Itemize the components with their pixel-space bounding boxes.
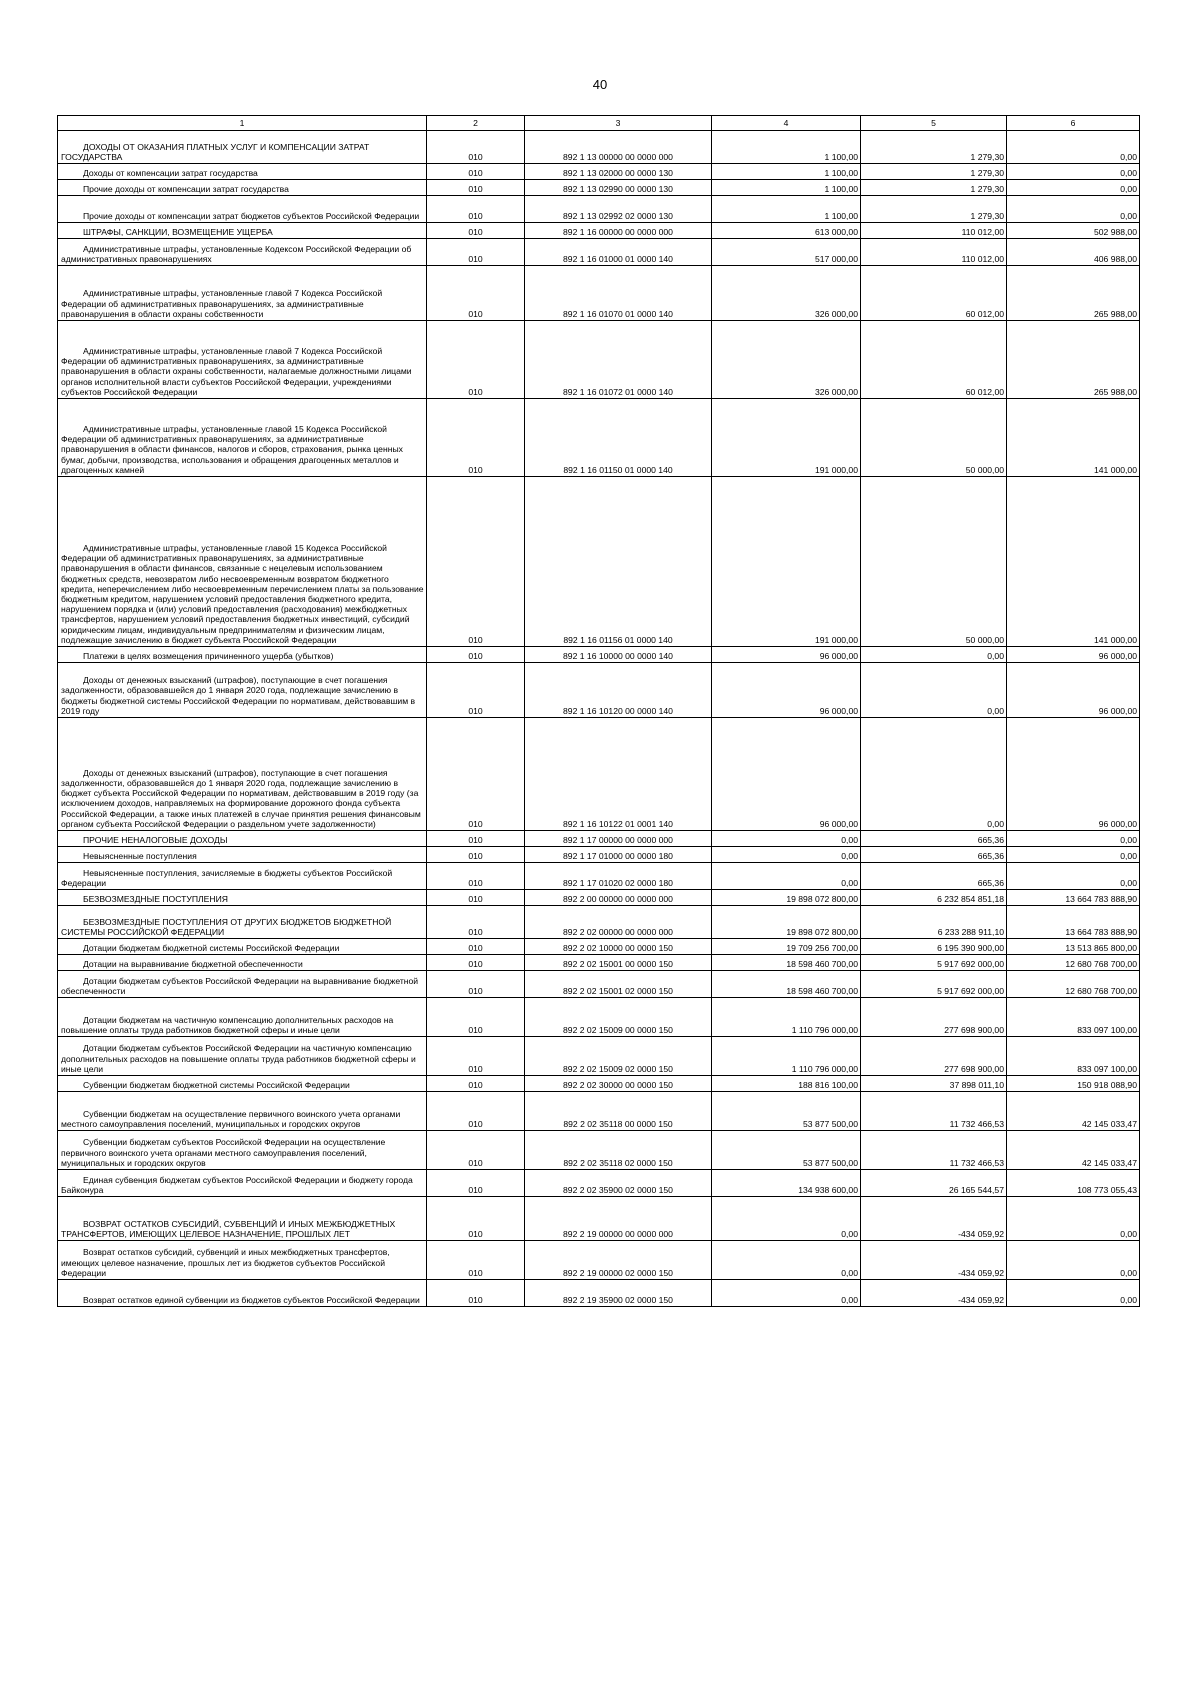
row-name-cell <box>58 477 427 647</box>
table-row <box>58 998 1140 1037</box>
row-name-text: Дотации бюджетам субъектов Российской Федерации на частичную компенсацию дополнительных расходов на повышение оплаты труда работников бюджетной сферы и иные цели <box>61 1043 416 1074</box>
table-header-row <box>58 116 1140 131</box>
row-value-col4-cell: 1 100,00 <box>712 131 861 164</box>
row-kbk-cell: 892 1 17 01020 02 0000 180 <box>525 863 712 890</box>
table-row <box>58 1170 1140 1197</box>
row-value-col4-cell: 18 598 460 700,00 <box>712 955 861 971</box>
row-kbk-cell: 892 1 17 01000 00 0000 180 <box>525 847 712 863</box>
row-value-col4-cell: 1 100,00 <box>712 196 861 223</box>
row-value-col5-cell: -434 059,92 <box>861 1280 1007 1307</box>
table-row <box>58 1037 1140 1076</box>
row-value-col4-cell: 326 000,00 <box>712 266 861 321</box>
row-value-col4-cell: 18 598 460 700,00 <box>712 971 861 998</box>
row-name-cell <box>58 1092 427 1131</box>
column-header: 3 <box>525 116 712 131</box>
row-value-col6-cell: 0,00 <box>1007 1197 1140 1241</box>
row-name-text: Административные штрафы, установленные главой 7 Кодекса Российской Федерации об административных правонарушениях, за административные правонарушения в области охраны собственности, налагаемые должностными лицами органов исполнительной власти субъектов Российской Федерации, учреждениями субъектов Российской Федерации <box>61 345 412 397</box>
row-kbk-cell: 892 2 19 35900 02 0000 150 <box>525 1280 712 1307</box>
row-code-cell: 010 <box>427 831 525 847</box>
row-kbk-cell: 892 2 02 15009 02 0000 150 <box>525 1037 712 1076</box>
row-value-col6-cell: 0,00 <box>1007 180 1140 196</box>
table-row <box>58 906 1140 939</box>
row-kbk-cell: 892 2 02 15009 00 0000 150 <box>525 998 712 1037</box>
row-code-cell: 010 <box>427 1280 525 1307</box>
row-kbk-cell: 892 2 02 00000 00 0000 000 <box>525 906 712 939</box>
row-kbk-cell: 892 2 02 10000 00 0000 150 <box>525 939 712 955</box>
row-name-text: БЕЗВОЗМЕЗДНЫЕ ПОСТУПЛЕНИЯ ОТ ДРУГИХ БЮДЖЕТОВ БЮДЖЕТНОЙ СИСТЕМЫ РОССИЙСКОЙ ФЕДЕРАЦИИ <box>61 916 392 937</box>
row-kbk-cell: 892 1 16 01150 01 0000 140 <box>525 399 712 477</box>
row-name-text: Доходы от денежных взысканий (штрафов), поступающие в счет погашения задолженности, образовавшейся до 1 января 2020 года, подлежащие зачислению в бюджеты бюджетной системы Российской Федерации по нормативам, действовавшим в 2019 году <box>61 675 416 716</box>
table-row <box>58 939 1140 955</box>
row-value-col6-cell: 0,00 <box>1007 164 1140 180</box>
row-value-col4-cell: 53 877 500,00 <box>712 1092 861 1131</box>
row-name-cell <box>58 1170 427 1197</box>
table-row <box>58 1092 1140 1131</box>
revenue-table <box>57 115 1140 1307</box>
row-name-cell <box>58 1197 427 1241</box>
table-row <box>58 321 1140 399</box>
table-row <box>58 663 1140 718</box>
row-kbk-cell: 892 2 19 00000 02 0000 150 <box>525 1241 712 1280</box>
row-value-col5-cell: 50 000,00 <box>861 477 1007 647</box>
row-value-col6-cell: 13 664 783 888,90 <box>1007 890 1140 906</box>
row-value-col4-cell: 0,00 <box>712 1197 861 1241</box>
column-header: 5 <box>861 116 1007 131</box>
row-kbk-cell: 892 1 16 01156 01 0000 140 <box>525 477 712 647</box>
row-value-col6-cell: 833 097 100,00 <box>1007 998 1140 1037</box>
row-name-cell <box>58 831 427 847</box>
table-row <box>58 831 1140 847</box>
row-value-col6-cell: 141 000,00 <box>1007 399 1140 477</box>
row-kbk-cell: 892 1 16 00000 00 0000 000 <box>525 223 712 239</box>
row-value-col4-cell: 0,00 <box>712 1241 861 1280</box>
row-name-cell <box>58 971 427 998</box>
row-value-col6-cell: 0,00 <box>1007 831 1140 847</box>
row-name-text: Административные штрафы, установленные главой 15 Кодекса Российской Федерации об административных правонарушениях, за административные правонарушения в области финансов, налогов и сборов, страхования, рынка ценных бумаг, добычи, производства, использования и обращения драгоценных металлов и драгоценных камней <box>61 423 403 475</box>
row-name-text: Прочие доходы от компенсации затрат бюджетов субъектов Российской Федерации <box>83 210 420 221</box>
row-code-cell: 010 <box>427 1170 525 1197</box>
row-name-text: Субвенции бюджетам субъектов Российской Федерации на осуществление первичного воинского учета органами местного самоуправления поселений, муниципальных и городских округов <box>61 1137 386 1168</box>
row-name-text: Дотации бюджетам бюджетной системы Российской Федерации <box>83 942 340 953</box>
row-name-cell <box>58 321 427 399</box>
row-name-cell <box>58 663 427 718</box>
row-kbk-cell: 892 1 16 10122 01 0001 140 <box>525 718 712 831</box>
row-value-col4-cell: 0,00 <box>712 1280 861 1307</box>
row-name-text: ШТРАФЫ, САНКЦИИ, ВОЗМЕЩЕНИЕ УЩЕРБА <box>83 226 273 237</box>
row-value-col5-cell: 11 732 466,53 <box>861 1131 1007 1170</box>
row-name-cell <box>58 399 427 477</box>
row-kbk-cell: 892 2 19 00000 00 0000 000 <box>525 1197 712 1241</box>
row-value-col4-cell: 1 100,00 <box>712 180 861 196</box>
row-code-cell: 010 <box>427 1076 525 1092</box>
row-value-col5-cell: 277 698 900,00 <box>861 1037 1007 1076</box>
row-value-col4-cell: 188 816 100,00 <box>712 1076 861 1092</box>
row-value-col6-cell: 0,00 <box>1007 196 1140 223</box>
row-value-col5-cell: -434 059,92 <box>861 1241 1007 1280</box>
row-kbk-cell: 892 1 16 01070 01 0000 140 <box>525 266 712 321</box>
row-value-col5-cell: 0,00 <box>861 647 1007 663</box>
table-row <box>58 955 1140 971</box>
row-code-cell: 010 <box>427 1037 525 1076</box>
table-row <box>58 223 1140 239</box>
row-kbk-cell: 892 2 02 35118 02 0000 150 <box>525 1131 712 1170</box>
row-value-col5-cell: 665,36 <box>861 847 1007 863</box>
row-value-col6-cell: 0,00 <box>1007 863 1140 890</box>
row-code-cell: 010 <box>427 1197 525 1241</box>
table-row <box>58 239 1140 266</box>
row-value-col6-cell: 833 097 100,00 <box>1007 1037 1140 1076</box>
column-header: 1 <box>58 116 427 131</box>
row-value-col4-cell: 613 000,00 <box>712 223 861 239</box>
row-value-col5-cell: 11 732 466,53 <box>861 1092 1007 1131</box>
row-name-text: Невыясненные поступления, зачисляемые в бюджеты субъектов Российской Федерации <box>61 867 393 888</box>
row-kbk-cell: 892 1 13 00000 00 0000 000 <box>525 131 712 164</box>
row-name-cell <box>58 847 427 863</box>
row-value-col6-cell: 12 680 768 700,00 <box>1007 971 1140 998</box>
row-code-cell: 010 <box>427 1131 525 1170</box>
page-number: 40 <box>592 77 608 92</box>
row-kbk-cell: 892 2 02 35118 00 0000 150 <box>525 1092 712 1131</box>
row-value-col4-cell: 0,00 <box>712 863 861 890</box>
row-name-cell <box>58 998 427 1037</box>
row-code-cell: 010 <box>427 939 525 955</box>
row-code-cell: 010 <box>427 321 525 399</box>
row-value-col4-cell: 1 100,00 <box>712 164 861 180</box>
column-header: 2 <box>427 116 525 131</box>
row-code-cell: 010 <box>427 971 525 998</box>
row-value-col4-cell: 0,00 <box>712 831 861 847</box>
row-code-cell: 010 <box>427 718 525 831</box>
row-kbk-cell: 892 1 13 02000 00 0000 130 <box>525 164 712 180</box>
row-value-col5-cell: 110 012,00 <box>861 223 1007 239</box>
row-value-col5-cell: 5 917 692 000,00 <box>861 955 1007 971</box>
row-code-cell: 010 <box>427 196 525 223</box>
row-code-cell: 010 <box>427 399 525 477</box>
row-value-col4-cell: 191 000,00 <box>712 399 861 477</box>
row-value-col5-cell: 1 279,30 <box>861 180 1007 196</box>
row-code-cell: 010 <box>427 477 525 647</box>
table-row <box>58 718 1140 831</box>
row-name-text: Субвенции бюджетам бюджетной системы Российской Федерации <box>83 1079 350 1090</box>
row-code-cell: 010 <box>427 663 525 718</box>
table-row <box>58 180 1140 196</box>
row-code-cell: 010 <box>427 647 525 663</box>
row-value-col4-cell: 19 898 072 800,00 <box>712 890 861 906</box>
table-row <box>58 971 1140 998</box>
row-code-cell: 010 <box>427 955 525 971</box>
row-name-text: Платежи в целях возмещения причиненного ущерба (убытков) <box>83 650 334 661</box>
row-value-col4-cell: 53 877 500,00 <box>712 1131 861 1170</box>
row-value-col6-cell: 0,00 <box>1007 1241 1140 1280</box>
row-value-col6-cell: 265 988,00 <box>1007 321 1140 399</box>
row-name-text: Единая субвенция бюджетам субъектов Российской Федерации и бюджету города Байконура <box>61 1174 413 1195</box>
row-code-cell: 010 <box>427 847 525 863</box>
row-kbk-cell: 892 1 13 02992 02 0000 130 <box>525 196 712 223</box>
table-row <box>58 1131 1140 1170</box>
row-name-text: Административные штрафы, установленные главой 7 Кодекса Российской Федерации об административных правонарушениях, за административные правонарушения в области охраны собственности <box>61 288 383 319</box>
table-row <box>58 477 1140 647</box>
row-value-col5-cell: 1 279,30 <box>861 131 1007 164</box>
row-kbk-cell: 892 2 02 15001 02 0000 150 <box>525 971 712 998</box>
table-row <box>58 266 1140 321</box>
table-row <box>58 1241 1140 1280</box>
table-row <box>58 1280 1140 1307</box>
row-value-col6-cell: 12 680 768 700,00 <box>1007 955 1140 971</box>
row-name-cell <box>58 1037 427 1076</box>
row-value-col5-cell: 665,36 <box>861 831 1007 847</box>
row-name-cell <box>58 196 427 223</box>
table-row <box>58 890 1140 906</box>
row-code-cell: 010 <box>427 906 525 939</box>
row-value-col4-cell: 96 000,00 <box>712 718 861 831</box>
row-code-cell: 010 <box>427 863 525 890</box>
row-name-text: Доходы от денежных взысканий (штрафов), поступающие в счет погашения задолженности, образовавшейся до 1 января 2020 года, подлежащие зачислению в бюджет субъекта Российской Федерации по нормативам, действовавшим в 2019 году (за исключением доходов, направляемых на формирование дорожного фонда субъекта Российской Федерации, а также иных платежей в случае принятия решения финансовым органом субъекта Российской Федерации о раздельном учете задолженности) <box>61 767 421 829</box>
row-name-text: Дотации на выравнивание бюджетной обеспеченности <box>83 958 303 969</box>
row-value-col5-cell: 6 232 854 851,18 <box>861 890 1007 906</box>
row-name-cell <box>58 955 427 971</box>
row-name-text: ПРОЧИЕ НЕНАЛОГОВЫЕ ДОХОДЫ <box>83 834 228 845</box>
row-value-col6-cell: 0,00 <box>1007 847 1140 863</box>
row-value-col6-cell: 502 988,00 <box>1007 223 1140 239</box>
row-name-cell <box>58 131 427 164</box>
row-name-cell <box>58 180 427 196</box>
row-name-text: Субвенции бюджетам на осуществление первичного воинского учета органами местного самоуправления поселений, муниципальных и городских округов <box>61 1108 401 1129</box>
row-value-col6-cell: 406 988,00 <box>1007 239 1140 266</box>
row-value-col4-cell: 326 000,00 <box>712 321 861 399</box>
table-row <box>58 1197 1140 1241</box>
row-code-cell: 010 <box>427 131 525 164</box>
row-value-col5-cell: 1 279,30 <box>861 196 1007 223</box>
row-code-cell: 010 <box>427 180 525 196</box>
row-value-col5-cell: -434 059,92 <box>861 1197 1007 1241</box>
row-value-col4-cell: 517 000,00 <box>712 239 861 266</box>
row-kbk-cell: 892 1 16 10120 00 0000 140 <box>525 663 712 718</box>
table-row <box>58 164 1140 180</box>
table-row <box>58 196 1140 223</box>
row-value-col6-cell: 96 000,00 <box>1007 718 1140 831</box>
row-value-col5-cell: 37 898 011,10 <box>861 1076 1007 1092</box>
row-value-col6-cell: 42 145 033,47 <box>1007 1131 1140 1170</box>
row-value-col6-cell: 13 513 865 800,00 <box>1007 939 1140 955</box>
row-name-cell <box>58 1131 427 1170</box>
row-value-col5-cell: 0,00 <box>861 663 1007 718</box>
row-kbk-cell: 892 1 16 01000 01 0000 140 <box>525 239 712 266</box>
row-name-text: Возврат остатков единой субвенции из бюджетов субъектов Российской Федерации <box>83 1294 420 1305</box>
row-value-col5-cell: 6 195 390 900,00 <box>861 939 1007 955</box>
row-name-cell <box>58 266 427 321</box>
row-name-text: Прочие доходы от компенсации затрат государства <box>83 183 289 194</box>
row-value-col6-cell: 42 145 033,47 <box>1007 1092 1140 1131</box>
row-value-col4-cell: 19 898 072 800,00 <box>712 906 861 939</box>
row-code-cell: 010 <box>427 164 525 180</box>
row-value-col6-cell: 96 000,00 <box>1007 647 1140 663</box>
row-kbk-cell: 892 1 16 10000 00 0000 140 <box>525 647 712 663</box>
row-value-col5-cell: 60 012,00 <box>861 321 1007 399</box>
row-name-cell <box>58 1241 427 1280</box>
column-header: 4 <box>712 116 861 131</box>
column-header: 6 <box>1007 116 1140 131</box>
row-name-cell <box>58 890 427 906</box>
row-code-cell: 010 <box>427 890 525 906</box>
row-value-col5-cell: 110 012,00 <box>861 239 1007 266</box>
row-name-text: Доходы от компенсации затрат государства <box>83 167 258 178</box>
row-name-text: ДОХОДЫ ОТ ОКАЗАНИЯ ПЛАТНЫХ УСЛУГ И КОМПЕНСАЦИИ ЗАТРАТ ГОСУДАРСТВА <box>61 141 370 162</box>
row-code-cell: 010 <box>427 266 525 321</box>
row-value-col4-cell: 0,00 <box>712 847 861 863</box>
row-kbk-cell: 892 2 00 00000 00 0000 000 <box>525 890 712 906</box>
row-value-col5-cell: 26 165 544,57 <box>861 1170 1007 1197</box>
row-value-col5-cell: 0,00 <box>861 718 1007 831</box>
row-value-col5-cell: 277 698 900,00 <box>861 998 1007 1037</box>
row-value-col6-cell: 13 664 783 888,90 <box>1007 906 1140 939</box>
row-value-col4-cell: 19 709 256 700,00 <box>712 939 861 955</box>
row-kbk-cell: 892 2 02 30000 00 0000 150 <box>525 1076 712 1092</box>
row-code-cell: 010 <box>427 1241 525 1280</box>
row-name-text: Административные штрафы, установленные Кодексом Российской Федерации об административных правонарушениях <box>61 243 412 264</box>
row-name-cell <box>58 223 427 239</box>
row-name-text: Возврат остатков субсидий, субвенций и иных межбюджетных трансфертов, имеющих целевое назначение, прошлых лет из бюджетов субъектов Российской Федерации <box>61 1247 390 1278</box>
row-value-col6-cell: 0,00 <box>1007 131 1140 164</box>
row-value-col6-cell: 96 000,00 <box>1007 663 1140 718</box>
row-value-col5-cell: 1 279,30 <box>861 164 1007 180</box>
row-name-text: Дотации бюджетам на частичную компенсацию дополнительных расходов на повышение оплаты труда работников бюджетной сферы и иные цели <box>61 1014 394 1035</box>
table-row <box>58 131 1140 164</box>
row-name-text: Административные штрафы, установленные главой 15 Кодекса Российской Федерации об административных правонарушениях, за административные правонарушения в области финансов, связанные с нецелевым использованием бюджетных средств, невозвратом либо несвоевременным возвратом бюджетного кредита, неперечислением либо несвоевременным перечислением платы за пользование бюджетным кредитом, нарушением условий предоставления бюджетного кредита, нарушением порядка и (или) условий предоставления (расходования) межбюджетных трансфертов, нарушением условий предоставления бюджетных инвестиций, субсидий юридическим лицам, индивидуальным предпринимателям и физическим лицам, подлежащие зачислению в бюджет субъекта Российской Федерации <box>61 542 424 645</box>
row-name-cell <box>58 239 427 266</box>
row-kbk-cell: 892 1 17 00000 00 0000 000 <box>525 831 712 847</box>
row-value-col6-cell: 265 988,00 <box>1007 266 1140 321</box>
row-value-col5-cell: 50 000,00 <box>861 399 1007 477</box>
revenue-table-body <box>58 116 1140 1307</box>
row-name-cell <box>58 906 427 939</box>
table-row <box>58 647 1140 663</box>
row-value-col6-cell: 0,00 <box>1007 1280 1140 1307</box>
row-value-col5-cell: 5 917 692 000,00 <box>861 971 1007 998</box>
row-kbk-cell: 892 1 16 01072 01 0000 140 <box>525 321 712 399</box>
table-row <box>58 1076 1140 1092</box>
row-code-cell: 010 <box>427 1092 525 1131</box>
row-name-text: Невыясненные поступления <box>83 850 197 861</box>
row-name-cell <box>58 939 427 955</box>
row-value-col6-cell: 141 000,00 <box>1007 477 1140 647</box>
row-name-cell <box>58 718 427 831</box>
row-value-col6-cell: 150 918 088,90 <box>1007 1076 1140 1092</box>
row-value-col4-cell: 134 938 600,00 <box>712 1170 861 1197</box>
row-value-col6-cell: 108 773 055,43 <box>1007 1170 1140 1197</box>
row-value-col4-cell: 96 000,00 <box>712 663 861 718</box>
row-code-cell: 010 <box>427 998 525 1037</box>
table-row <box>58 863 1140 890</box>
row-value-col5-cell: 665,36 <box>861 863 1007 890</box>
row-name-cell <box>58 647 427 663</box>
row-name-text: ВОЗВРАТ ОСТАТКОВ СУБСИДИЙ, СУБВЕНЦИЙ И ИНЫХ МЕЖБЮДЖЕТНЫХ ТРАНСФЕРТОВ, ИМЕЮЩИХ ЦЕЛЕВОЕ НАЗНАЧЕНИЕ, ПРОШЛЫХ ЛЕТ <box>61 1218 396 1239</box>
row-code-cell: 010 <box>427 239 525 266</box>
row-value-col4-cell: 1 110 796 000,00 <box>712 998 861 1037</box>
row-name-cell <box>58 164 427 180</box>
row-name-cell <box>58 863 427 890</box>
row-name-cell <box>58 1076 427 1092</box>
row-value-col5-cell: 60 012,00 <box>861 266 1007 321</box>
row-value-col4-cell: 1 110 796 000,00 <box>712 1037 861 1076</box>
row-kbk-cell: 892 1 13 02990 00 0000 130 <box>525 180 712 196</box>
row-kbk-cell: 892 2 02 15001 00 0000 150 <box>525 955 712 971</box>
table-row <box>58 847 1140 863</box>
row-name-cell <box>58 1280 427 1307</box>
row-value-col4-cell: 191 000,00 <box>712 477 861 647</box>
row-value-col4-cell: 96 000,00 <box>712 647 861 663</box>
table-row <box>58 399 1140 477</box>
row-code-cell: 010 <box>427 223 525 239</box>
row-name-text: Дотации бюджетам субъектов Российской Федерации на выравнивание бюджетной обеспеченности <box>61 975 419 996</box>
row-name-text: БЕЗВОЗМЕЗДНЫЕ ПОСТУПЛЕНИЯ <box>83 893 228 904</box>
row-value-col5-cell: 6 233 288 911,10 <box>861 906 1007 939</box>
row-kbk-cell: 892 2 02 35900 02 0000 150 <box>525 1170 712 1197</box>
